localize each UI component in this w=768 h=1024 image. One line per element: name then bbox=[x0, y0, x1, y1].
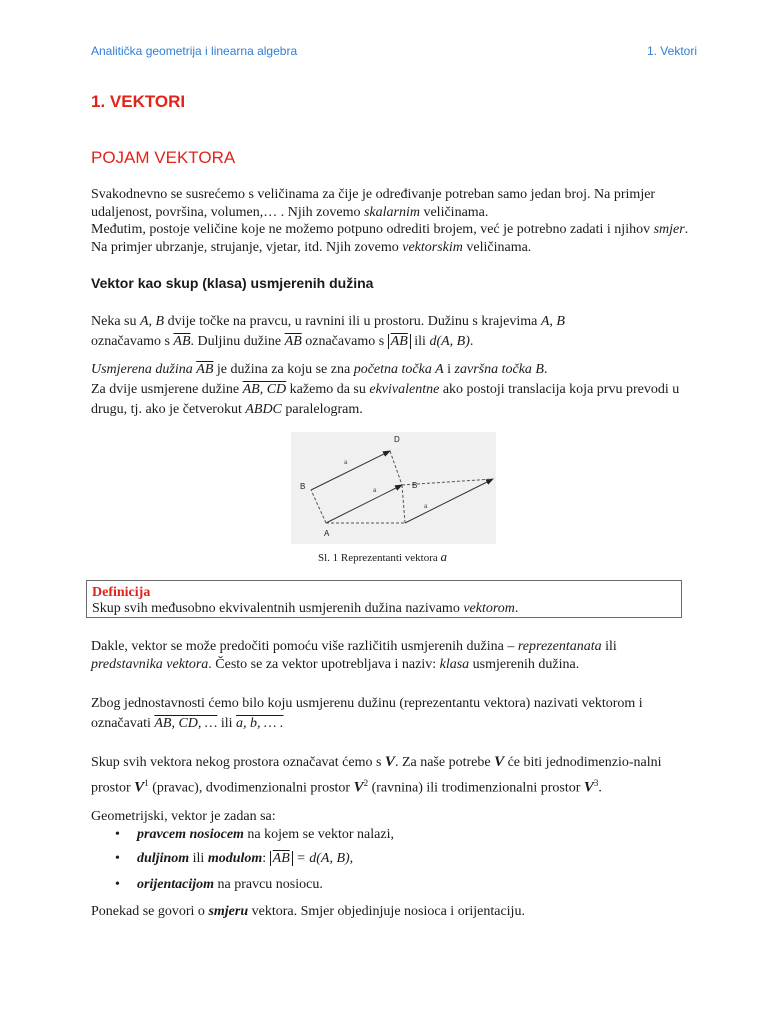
label-vec-a-1: a bbox=[344, 460, 348, 466]
header-book-title: Analitička geometrija i linearna algebra bbox=[91, 44, 298, 58]
definition-title: Definicija bbox=[92, 585, 151, 600]
subsection-title: Vektor kao skup (klasa) usmjerenih dužina bbox=[91, 275, 374, 291]
intro-paragraph: Svakodnevno se susrećemo s veličinama za čije je određivanje potreban samo jedan broj. Na primjer udaljenost, površina, volumen,… . Njih zovemo skalarnim veličinama. Međutim, postoje veličine koje ne možemo potpuno odrediti brojem, već je potrebno zadati i njihov smjer. Na primjer ubrzanje, strujanje, vjetar, itd. Njih zovemo vektorskim veličinama. bbox=[91, 187, 689, 255]
label-vec-a-3: a bbox=[424, 504, 428, 510]
document-page: Analitička geometrija i linearna algebra 1. Vektori 1. VEKTORI POJAM VEKTORA Svakodnevno se susrećemo s veličinama za čije je određivanje potreban samo jedan broj. Na primjer udaljenost, površina, volumen,… . Njih zovemo skalarnim veličinama. Međutim, postoje veličine koje ne možemo potpuno odrediti brojem, već je potrebno zadati i njihov smjer. Na primjer ubrzanje, strujanje, vjetar, itd. Njih zovemo vektorskim veličinama. Vektor kao skup (klasa) usmjerenih dužina Neka su A, B dvije točke na pravcu, u ravnini ili u prostoru. Dužinu s krajevima A, B označavamo s $\overline{AB}$. Duljinu dužine $\overline{AB}$ označavamo s $\overline{AB}$ ili d(A, B). Usmjerena dužina $\overline{AB}$ je dužina za koju se zna početna točka A i završna točka B. Za dvije usmjerene dužine AB, CD kažemo da su ekvivalentne ako postoji translacija koja prvu prevodi u drugu, tj. ako je četverokut ABDC paralelogram. D B B A a a a Sl. 1 Reprezentanti vektora a Definicija Skup svih međusobno ekvivalentnih usmjerenih dužina nazivamo vektorom. Dakle, vektor se može predočiti pomoću više različitih usmjerenih dužina – reprezentanata ili predstavnika vektora. Često se za vektor upotrebljava i naziv: klasa usmjerenih dužina. Zbog jednostavnosti ćemo bilo koju usmjerenu dužinu (reprezentantu vektora) nazivati vektorom i označavati AB, CD, … ili a, b, … . Skup svih vektora nekog prostora označavat ćemo s V. Za naše potrebe V će biti jednodimenzio-nalni prostor $V^1$ (pravac), dvodimenzionalni prostor $V^2$ (ravnina) ili trodimenzionalni prostor $V^3$. Geometrijski, vektor je zadan sa: • pravcem nosiocem na kojem se vektor nalazi, • duljinom ili modulom: $\overline{AB} = d(A$, B), • orijentacijom na pravcu nosiocu. Ponekad se govori o smjeru vektora. Smjer objedinjuje nosioca i orijentaciju. bbox=[0, 0, 768, 1024]
dashed-b-bottom bbox=[402, 485, 405, 523]
section-title: POJAM VEKTORA bbox=[91, 148, 236, 167]
figure-caption: Sl. 1 Reprezentanti vektora a bbox=[318, 549, 447, 564]
vector-space-paragraph: Skup svih vektora nekog prostora označavat ćemo s V. Za naše potrebe V će biti jednodimenzio-nalni prostor $V^1$ (pravac), dvodimenzionalni prostor $V^2$ (ravnina) ili trodimenzionalni prostor $V^3$. bbox=[91, 754, 662, 796]
dashed-db bbox=[390, 451, 402, 485]
definition-box: Definicija Skup svih međusobno ekvivalentnih usmjerenih dužina nazivamo vektorom. bbox=[86, 580, 682, 618]
label-vec-a-2: a bbox=[373, 488, 377, 494]
vector-cd-arrow bbox=[311, 451, 390, 490]
vector-third-arrow bbox=[405, 479, 493, 523]
vector-ab-arrow bbox=[326, 485, 402, 523]
vector-representatives-figure bbox=[291, 432, 496, 544]
label-b-left: B bbox=[300, 482, 306, 491]
points-paragraph: Neka su A, B dvije točke na pravcu, u ravnini ili u prostoru. Dužinu s krajevima A, B označavamo s $\overline{AB}$. Duljinu dužine $\overline{AB}$ označavamo s $\overline{AB}$ ili d(A, B). bbox=[91, 314, 565, 349]
chapter-title: 1. VEKTORI bbox=[91, 92, 186, 111]
geometric-paragraph: Geometrijski, vektor je zadan sa: bbox=[91, 809, 276, 824]
label-b-right: B bbox=[412, 481, 418, 490]
figure-svg bbox=[291, 432, 496, 544]
direction-paragraph: Ponekad se govori o smjeru vektora. Smjer objedinjuje nosioca i orijentaciju. bbox=[91, 904, 525, 919]
label-d: D bbox=[394, 435, 400, 444]
representatives-paragraph: Dakle, vektor se može predočiti pomoću više različitih usmjerenih dužina – reprezentanata ili predstavnika vektora. Često se za vektor upotrebljava i naziv: klasa usmjerenih dužina. bbox=[91, 639, 617, 672]
notation-paragraph: Zbog jednostavnosti ćemo bilo koju usmjerenu dužinu (reprezentantu vektora) nazivati vektorom i označavati AB, CD, … ili a, b, … . bbox=[91, 696, 643, 731]
directed-segment-paragraph: Usmjerena dužina $\overline{AB}$ je dužina za koju se zna početna točka A i završna točka B. Za dvije usmjerene dužine AB, CD kažemo da su ekvivalentne ako postoji translacija koja prvu prevodi u drugu, tj. ako je četverokut ABDC paralelogram. bbox=[91, 362, 680, 417]
header-chapter: 1. Vektori bbox=[646, 44, 697, 58]
label-a: A bbox=[324, 529, 330, 538]
dashed-ac bbox=[311, 490, 326, 523]
